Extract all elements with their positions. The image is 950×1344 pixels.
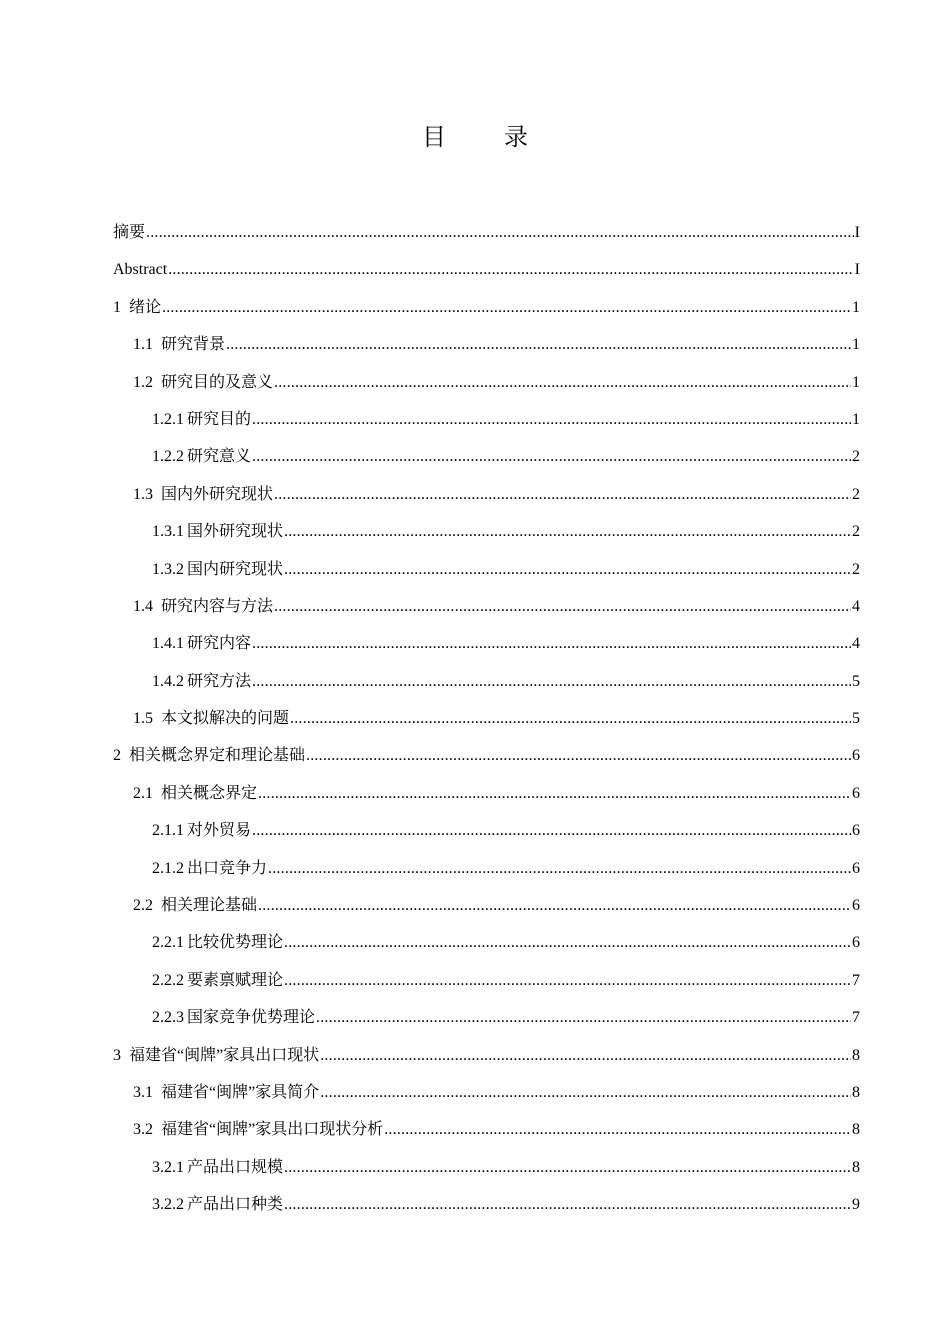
toc-entry-page: 7 — [852, 971, 860, 989]
toc-entry-page: 1 — [852, 336, 860, 354]
toc-entry-page: 6 — [852, 784, 860, 802]
dot-leader — [320, 1037, 851, 1074]
toc-entry-number: 2.1 — [133, 784, 153, 802]
toc-entry-label: 研究背景 — [161, 336, 226, 354]
toc-entry-page: I — [854, 224, 860, 241]
page-title: 目 录 — [422, 125, 554, 151]
toc-entry-section-1-5[interactable] — [113, 700, 860, 737]
toc-entry-section-3-1[interactable] — [113, 1074, 860, 1111]
toc-entry-label: 本文拟解决的问题 — [161, 710, 290, 728]
toc-entry-number: 1.4.2 — [152, 672, 184, 690]
toc-entry-section-2-2[interactable] — [113, 887, 860, 924]
dot-leader — [290, 700, 851, 737]
toc-entry-number: 2.2.1 — [152, 934, 184, 952]
dot-leader — [320, 1074, 851, 1111]
toc-entry-label: 相关概念界定 — [161, 784, 258, 802]
toc-entry-subsection-2-2-2[interactable] — [113, 962, 860, 999]
toc-entry-page: 5 — [852, 672, 860, 690]
dot-leader — [306, 737, 851, 774]
toc-entry-page: 9 — [852, 1196, 860, 1214]
dot-leader — [146, 214, 854, 251]
toc-entry-subsection-3-2-1[interactable] — [113, 1149, 860, 1186]
toc-entry-number: 1.2.2 — [152, 448, 184, 466]
dot-leader — [316, 999, 851, 1036]
toc-entry-section-3-2[interactable] — [113, 1111, 860, 1148]
toc-entry-number: 2.2.3 — [152, 1009, 184, 1027]
toc-entry-number: 3 — [113, 1046, 121, 1064]
toc-entry-subsection-2-1-1[interactable] — [113, 812, 860, 849]
toc-entry-label: 福建省“闽牌”家具出口现状 — [129, 1046, 320, 1064]
dot-leader — [384, 1111, 851, 1148]
toc-entry-label: 对外贸易 — [187, 822, 252, 840]
toc-entry-number: 2.2.2 — [152, 971, 184, 989]
toc-entry-subsection-1-3-1[interactable] — [113, 513, 860, 550]
toc-entry-page: 4 — [852, 597, 860, 615]
dot-leader — [274, 476, 851, 513]
toc-entry-label: 研究内容 — [187, 635, 252, 653]
toc-entry-label: 绪论 — [129, 298, 162, 316]
toc-entry-abstract-cn[interactable] — [113, 214, 860, 251]
dot-leader — [284, 513, 851, 550]
toc-entry-section-2-1[interactable] — [113, 775, 860, 812]
toc-entry-section-1-1[interactable] — [113, 326, 860, 363]
toc-entry-page: 6 — [852, 897, 860, 915]
dot-leader — [284, 1186, 851, 1223]
toc-entry-label: 摘要 — [113, 224, 146, 241]
toc-entry-label: 国内研究现状 — [187, 560, 284, 578]
toc-entry-subsection-1-3-2[interactable] — [113, 551, 860, 588]
toc-entry-abstract-en[interactable] — [113, 251, 860, 288]
toc-entry-number: 3.2.2 — [152, 1196, 184, 1214]
toc-entry-label: 比较优势理论 — [187, 934, 284, 952]
toc-entry-number: 3.1 — [133, 1083, 153, 1101]
toc-entry-subsection-1-2-1[interactable] — [113, 401, 860, 438]
toc-entry-number: 2.1.1 — [152, 822, 184, 840]
toc-entry-page: 2 — [852, 560, 860, 578]
toc-entry-number: 2.1.2 — [152, 859, 184, 877]
toc-entry-label: 产品出口种类 — [187, 1196, 284, 1214]
toc-entry-number: 1 — [113, 298, 121, 316]
toc-entry-page: 8 — [852, 1046, 860, 1064]
toc-entry-label: 研究内容与方法 — [161, 597, 274, 615]
toc-entry-number: 3.2 — [133, 1121, 153, 1139]
toc-entry-label: 国内外研究现状 — [161, 485, 274, 503]
dot-leader — [252, 812, 851, 849]
toc-entry-page: 2 — [852, 448, 860, 466]
dot-leader — [284, 924, 851, 961]
dot-leader — [168, 251, 853, 288]
toc-entry-number: 1.2 — [133, 373, 153, 391]
toc-entry-label: 国外研究现状 — [187, 523, 284, 541]
toc-entry-subsection-2-2-3[interactable] — [113, 999, 860, 1036]
toc-entry-page: 8 — [852, 1121, 860, 1139]
toc-entry-label: 研究方法 — [187, 672, 252, 690]
toc-entry-page: 6 — [852, 747, 860, 765]
toc-entry-label: 国家竞争优势理论 — [187, 1009, 316, 1027]
toc-entry-page: 8 — [852, 1083, 860, 1101]
toc-entry-page: 2 — [852, 485, 860, 503]
toc-entry-number: 1.5 — [133, 710, 153, 728]
table-of-contents — [113, 214, 860, 1224]
dot-leader — [284, 551, 851, 588]
toc-entry-label: 相关理论基础 — [161, 897, 258, 915]
toc-entry-label: Abstract — [113, 261, 168, 279]
toc-entry-number: 1.1 — [133, 336, 153, 354]
dot-leader — [274, 364, 851, 401]
toc-entry-number: 2 — [113, 747, 121, 765]
dot-leader — [284, 1149, 851, 1186]
toc-entry-subsection-3-2-2[interactable] — [113, 1186, 860, 1223]
dot-leader — [252, 438, 851, 475]
toc-entry-chapter-1[interactable] — [113, 289, 860, 326]
dot-leader — [252, 401, 851, 438]
toc-entry-page: 7 — [852, 1009, 860, 1027]
toc-entry-label: 研究目的 — [187, 410, 252, 428]
toc-entry-page: 1 — [852, 298, 860, 316]
toc-entry-number: 1.4.1 — [152, 635, 184, 653]
toc-entry-label: 福建省“闽牌”家具简介 — [161, 1083, 320, 1101]
dot-leader — [252, 663, 851, 700]
toc-entry-page: 6 — [852, 822, 860, 840]
dot-leader — [162, 289, 851, 326]
toc-entry-number: 1.2.1 — [152, 410, 184, 428]
dot-leader — [226, 326, 851, 363]
toc-entry-label: 相关概念界定和理论基础 — [129, 747, 306, 765]
toc-entry-label: 出口竞争力 — [187, 859, 268, 877]
toc-entry-page: I — [854, 261, 860, 279]
toc-entry-number: 1.3.2 — [152, 560, 184, 578]
dot-leader — [268, 850, 851, 887]
toc-entry-page: 8 — [852, 1158, 860, 1176]
toc-entry-number: 1.3 — [133, 485, 153, 503]
toc-entry-page: 4 — [852, 635, 860, 653]
dot-leader — [258, 775, 851, 812]
toc-entry-page: 2 — [852, 523, 860, 541]
dot-leader — [274, 588, 851, 625]
toc-entry-page: 5 — [852, 710, 860, 728]
toc-entry-number: 1.4 — [133, 597, 153, 615]
toc-entry-subsection-2-1-2[interactable] — [113, 850, 860, 887]
toc-entry-number: 3.2.1 — [152, 1158, 184, 1176]
toc-entry-label: 研究意义 — [187, 448, 252, 466]
toc-entry-subsection-2-2-1[interactable] — [113, 924, 860, 961]
toc-entry-label: 研究目的及意义 — [161, 373, 274, 391]
toc-entry-subsection-1-4-1[interactable] — [113, 625, 860, 662]
dot-leader — [284, 962, 851, 999]
toc-entry-section-1-4[interactable] — [113, 588, 860, 625]
toc-entry-subsection-1-2-2[interactable] — [113, 438, 860, 475]
toc-entry-subsection-1-4-2[interactable] — [113, 663, 860, 700]
dot-leader — [252, 625, 851, 662]
toc-entry-chapter-3[interactable] — [113, 1037, 860, 1074]
toc-entry-chapter-2[interactable] — [113, 737, 860, 774]
toc-entry-page: 6 — [852, 934, 860, 952]
toc-entry-section-1-2[interactable] — [113, 364, 860, 401]
toc-entry-number: 2.2 — [133, 897, 153, 915]
toc-entry-section-1-3[interactable] — [113, 476, 860, 513]
toc-entry-page: 6 — [852, 859, 860, 877]
dot-leader — [258, 887, 851, 924]
toc-entry-number: 1.3.1 — [152, 523, 184, 541]
toc-entry-label: 福建省“闽牌”家具出口现状分析 — [161, 1121, 384, 1139]
toc-entry-page: 1 — [852, 373, 860, 391]
toc-entry-label: 产品出口规模 — [187, 1158, 284, 1176]
toc-entry-label: 要素禀赋理论 — [187, 971, 284, 989]
toc-entry-page: 1 — [852, 410, 860, 428]
